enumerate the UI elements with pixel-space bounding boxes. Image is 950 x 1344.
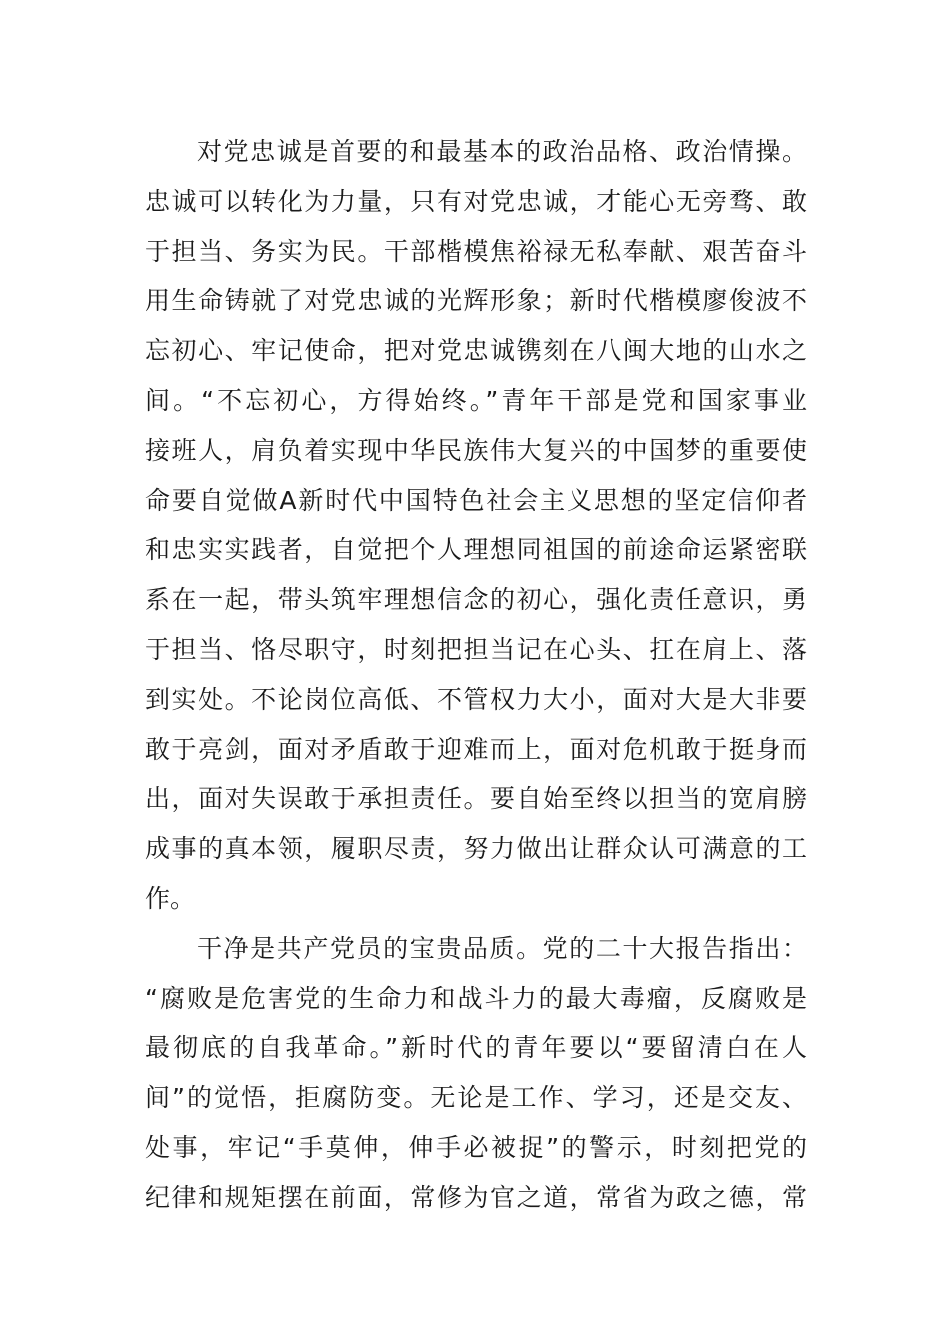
paragraph-1-line-15: 成事的真本领，履职尽责，努力做出让群众认可满意的工 xyxy=(145,834,807,864)
paragraph-2-line-4: 间”的觉悟，拒腐防变。无论是工作、学习，还是交友、 xyxy=(145,1083,807,1113)
paragraph-1-line-9: 和忠实实践者，自觉把个人理想同祖国的前途命运紧密联 xyxy=(145,535,807,565)
paragraph-1-line-3: 于担当、务实为民。干部楷模焦裕禄无私奉献、艰苦奋斗 xyxy=(145,236,807,266)
paragraph-1-line-5: 忘初心、牢记使命，把对党忠诚镌刻在八闽大地的山水之 xyxy=(145,336,807,366)
paragraph-2-line-2: “腐败是危害党的生命力和战斗力的最大毒瘤，反腐败是 xyxy=(145,983,807,1013)
body-text xyxy=(145,127,807,1223)
paragraph-1-line-8: 命要自觉做A新时代中国特色社会主义思想的坚定信仰者 xyxy=(145,485,807,515)
paragraph-2-line-5: 处事，牢记“手莫伸，伸手必被捉”的警示，时刻把党的 xyxy=(145,1132,807,1162)
paragraph-2-line-1: 干净是共产党员的宝贵品质。党的二十大报告指出： xyxy=(197,933,807,963)
paragraph-1-line-1: 对党忠诚是首要的和最基本的政治品格、政治情操。 xyxy=(197,137,807,166)
paragraph-1-line-4: 用生命铸就了对党忠诚的光辉形象；新时代楷模廖俊波不 xyxy=(145,286,807,316)
paragraph-1-line-13: 敢于亮剑，面对矛盾敢于迎难而上，面对危机敢于挺身而 xyxy=(145,734,807,764)
paragraph-2-line-3: 最彻底的自我革命。”新时代的青年要以“要留清白在人 xyxy=(145,1033,807,1063)
paragraph-1-line-2: 忠诚可以转化为力量，只有对党忠诚，才能心无旁骛、敢 xyxy=(145,186,807,216)
paragraph-1-line-7: 接班人，肩负着实现中华民族伟大复兴的中国梦的重要使 xyxy=(145,435,807,465)
paragraph-1-line-16: 作。 xyxy=(145,883,196,913)
paragraph-1-line-10: 系在一起，带头筑牢理想信念的初心，强化责任意识，勇 xyxy=(145,585,807,615)
paragraph-1-line-11: 于担当、恪尽职守，时刻把担当记在心头、扛在肩上、落 xyxy=(145,634,807,664)
paragraph-1-line-14: 出，面对失误敢于承担责任。要自始至终以担当的宽肩膀 xyxy=(145,784,807,814)
paragraph-2-line-6: 纪律和规矩摆在前面，常修为官之道，常省为政之德，常 xyxy=(145,1182,807,1212)
paragraph-1-line-12: 到实处。不论岗位高低、不管权力大小，面对大是大非要 xyxy=(145,684,807,714)
paragraph-1-line-6: 间。“不忘初心，方得始终。”青年干部是党和国家事业 xyxy=(145,385,807,415)
